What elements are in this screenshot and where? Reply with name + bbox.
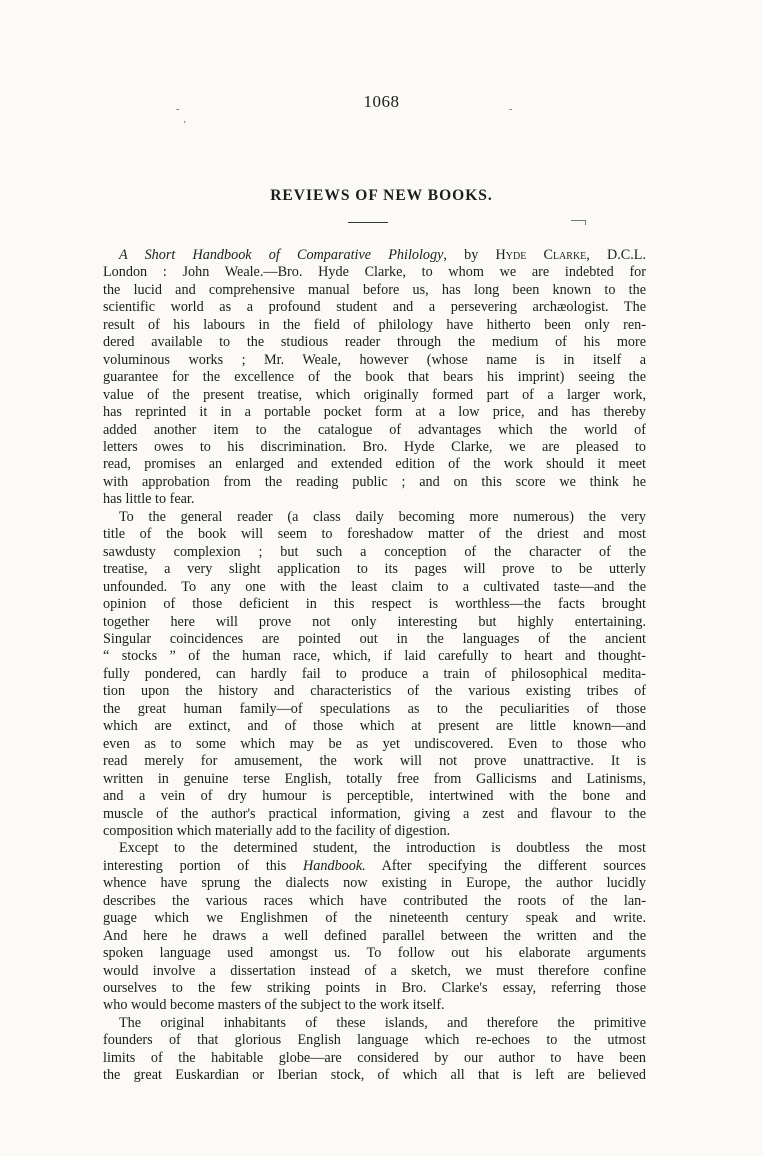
text-segment: guage which we Englishmen of the nineteenth century speak and write. [103,910,646,927]
text-segment: tion upon the history and characteristics of the various existing tribes of [103,683,646,700]
text-segment: After specifying the different sources [365,857,646,874]
text-line [103,701,646,718]
text-segment: And here he draws a well defined parallel between the written and the [103,927,646,944]
text-line [103,718,646,735]
text-segment: added another item to the catalogue of advantages which the world of [103,421,646,438]
page-number: 1068 [363,92,400,111]
text-line [103,317,646,334]
text-segment: which are extinct, and of those which at present are little known—and [103,718,646,735]
text-line [103,910,646,927]
text-segment: the great human family—of speculations as to the peculiarities of those [103,700,646,717]
text-segment: written in genuine terse English, totally free from Gallicisms and Latinisms, [103,770,646,787]
text-segment: sawdusty complexion ; but such a conception of the character of the [103,543,646,560]
text-line [103,491,646,508]
text-line [103,806,646,823]
text-segment: whence have sprung the dialects now existing in Europe, the author lucidly [103,875,646,892]
review-body [103,247,646,1085]
text-line [103,928,646,945]
text-line [103,1032,646,1049]
text-line [103,788,646,805]
text-segment: voluminous works ; Mr. Weale, however (whose name is in itself a [103,351,646,368]
text-segment: To the general reader (a class daily becoming more numerous) the very [119,508,646,525]
text-segment: spoken language used amongst us. To follow out his elaborate arguments [103,945,646,962]
text-line [103,596,646,613]
small-caps-text: Hyde Clarke [495,247,587,263]
text-segment: limits of the habitable globe—are considered by our author to have been [103,1049,646,1066]
text-line [103,247,646,264]
text-line [103,771,646,788]
text-segment: title of the book will seem to foreshadow matter of the driest and most [103,526,646,543]
text-line [103,369,646,386]
text-segment: treatise, a very slight application to its pages will prove to be utterly [103,561,646,578]
print-speck: ʼ [183,120,187,131]
text-line [103,631,646,648]
text-segment: scientific world as a profound student and a persevering archæologist. The [103,299,646,316]
text-line [103,1067,646,1084]
text-line [103,352,646,369]
print-speck: - [176,104,180,115]
text-segment: describes the various races which have contributed the roots of the lan- [103,892,646,909]
print-speck: - [509,104,513,115]
text-segment: and a vein of dry humour is perceptible, intertwined with the bone and [103,788,646,805]
text-segment: dered available to the studious reader through the medium of his more [103,334,646,351]
text-line [103,334,646,351]
text-segment: read, promises an enlarged and extended edition of the work should it meet [103,456,646,473]
text-line [103,526,646,543]
text-line [103,736,646,753]
text-line [103,997,646,1014]
text-line [103,474,646,491]
text-line [103,945,646,962]
text-segment: with approbation from the reading public ; and on this score we think he [103,473,646,490]
text-segment: value of the present treatise, which originally formed part of a larger work, [103,386,646,403]
text-line [103,509,646,526]
text-line [103,666,646,683]
text-segment: Except to the determined student, the introduction is doubtless the most [119,840,646,857]
text-line [103,561,646,578]
text-segment: letters owes to his discrimination. Bro. Hyde Clarke, we are pleased to [103,438,646,455]
text-segment: fully pondered, can hardly fail to produce a train of philosophical medita- [103,665,646,682]
text-segment: unfounded. To any one with the least claim to a cultivated taste—and the [103,578,646,595]
text-line [103,544,646,561]
text-segment: result of his labours in the field of philology have hitherto been only ren- [103,316,646,333]
text-segment: London : John Weale.—Bro. Hyde Clarke, to whom we are indebted for [103,264,646,281]
text-line [103,456,646,473]
text-segment: Singular coincidences are pointed out in the languages of the ancient [103,630,646,647]
text-segment: opinion of those deficient in this respect is worthless—the facts brought [103,596,646,613]
text-segment: ourselves to the few striking points in Bro. Clarke's essay, referring those [103,980,646,997]
section-heading: REVIEWS OF NEW BOOKS. [270,187,493,204]
text-line [103,422,646,439]
text-segment: , D.C.L. [586,247,647,263]
heading-rule [348,222,388,223]
text-segment: read merely for amusement, the work will not prove unattractive. It is [103,753,646,770]
text-segment: founders of that glorious English language which re-echoes to the utmost [103,1032,646,1049]
text-line [103,753,646,770]
text-segment: , by [443,247,496,263]
margin-mark [571,220,586,225]
text-segment: would involve a dissertation instead of a sketch, we must therefore confine [103,962,646,979]
text-line [103,264,646,281]
text-line [103,1050,646,1067]
text-segment: composition which materially add to the facility of digestion. [103,822,451,839]
text-line [103,614,646,631]
text-segment: the great Euskardian or Iberian stock, of which all that is left are believed [103,1067,646,1084]
text-segment: together here will prove not only interesting but highly entertaining. [103,613,646,630]
text-line [103,579,646,596]
text-line [103,387,646,404]
text-segment: muscle of the author's practical information, giving a zest and flavour to the [103,805,646,822]
text-line [103,683,646,700]
text-segment: guarantee for the excellence of the book that bears his imprint) seeing the [103,369,646,386]
text-line [103,299,646,316]
text-line [103,840,646,857]
text-line [103,893,646,910]
text-segment: has reprinted it in a portable pocket form at a low price, and has thereby [103,404,646,421]
text-line [103,648,646,665]
text-segment: interesting portion of this [103,857,304,874]
italic-text: Handbook. [303,857,366,874]
text-line [103,404,646,421]
text-line [103,875,646,892]
text-line [103,439,646,456]
text-segment: “ stocks ” of the human race, which, if laid carefully to heart and thought- [103,648,646,665]
italic-text: A Short Handbook of Comparative Philology [119,247,444,263]
text-line [103,1015,646,1032]
text-segment: The original inhabitants of these islands, and therefore the primitive [119,1014,646,1031]
text-segment: who would become masters of the subject to the work itself. [103,997,445,1014]
text-line [103,823,646,840]
text-line [103,963,646,980]
text-segment: even as to some which may be as yet undiscovered. Even to those who [103,735,646,752]
text-line [103,282,646,299]
text-line [103,980,646,997]
text-segment: has little to fear. [103,491,195,508]
text-segment: the lucid and comprehensive manual before us, has long been known to the [103,281,646,298]
text-line [103,858,646,875]
